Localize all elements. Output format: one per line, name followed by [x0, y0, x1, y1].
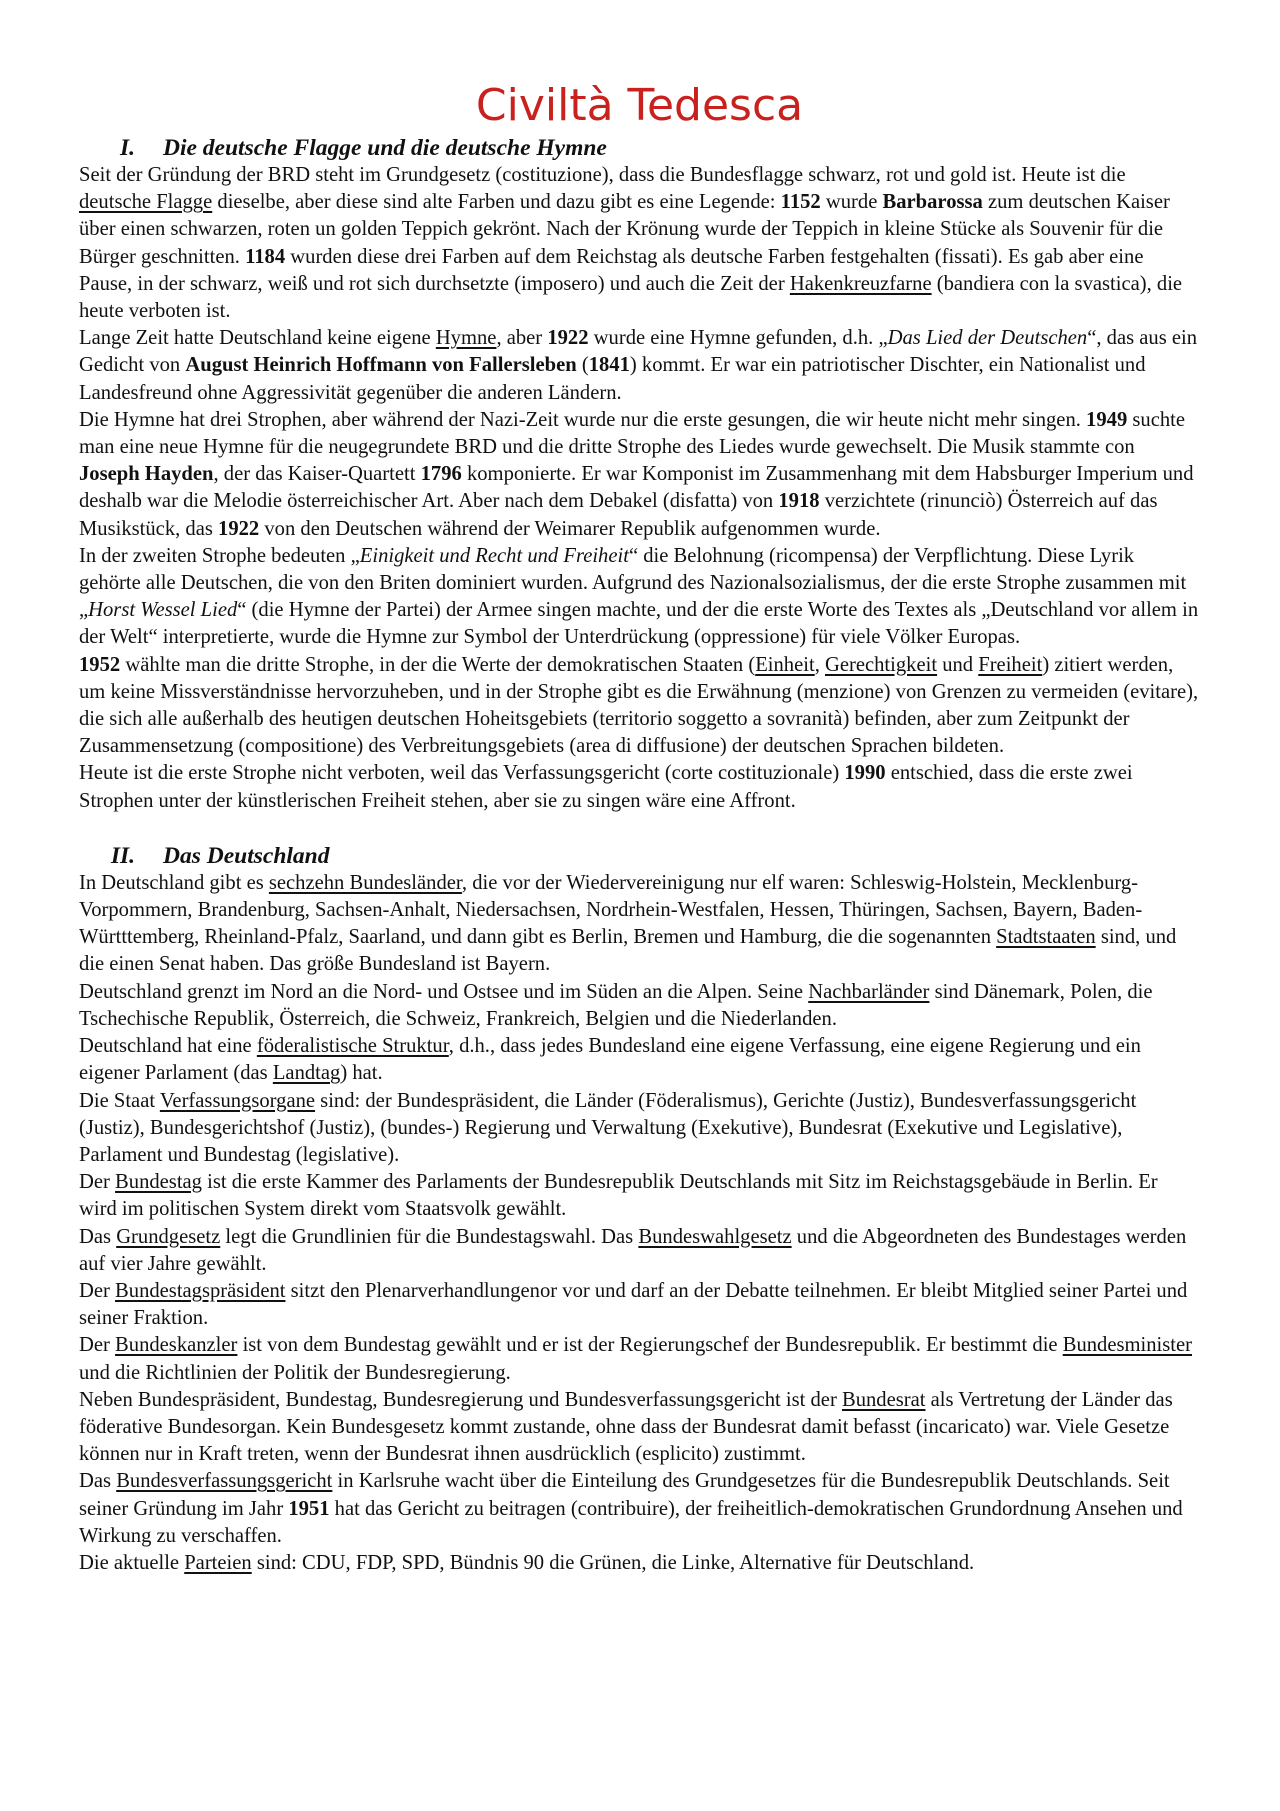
italic-term: Horst Wessel Lied	[88, 599, 238, 622]
underlined-term: Grundgesetz	[116, 1225, 221, 1248]
text-run: Heute ist die erste Strophe nicht verboten, weil das Verfassungsgericht (corte costituzionale)	[79, 762, 845, 785]
text-run: ) kommt. Er war ein patriotischer Dischter, ein Nationalist und Landesfreund ohne Aggressivität gegenüber die anderen Ländern.	[79, 354, 1146, 404]
text-run: (bandiera con la svastica), die heute verboten ist.	[79, 272, 1183, 323]
section-gap	[79, 815, 1200, 842]
text-run: Deutschland hat eine	[79, 1035, 257, 1058]
bold-term: 1152	[780, 191, 821, 214]
text-run: In der zweiten Strophe bedeuten „	[79, 544, 360, 567]
text-run: komponierte. Er war Komponist im Zusammenhang mit dem Habsburger Imperium und deshalb war die Melodie österreichischer Art. Aber nach dem Debakel (disfatta) von	[79, 463, 1194, 513]
underlined-term: Parteien	[184, 1551, 252, 1574]
paragraph	[79, 1387, 1200, 1469]
paragraph	[79, 652, 1200, 761]
section-title: Die deutsche Flagge und die deutsche Hymne	[163, 135, 607, 161]
section-heading	[79, 134, 1200, 162]
paragraph	[79, 1033, 1200, 1087]
bold-term: 1990	[844, 762, 886, 785]
text-run: Das	[79, 1470, 117, 1493]
section-body	[79, 162, 1200, 815]
underlined-term: Bundestagspräsident	[115, 1279, 286, 1302]
text-run: ist die erste Kammer des Parlaments der Bundesrepublik Deutschlands mit Sitz im Reichstagsgebäude in Berlin. Er wird im politischen System direkt vom Staatsvolk gewählt.	[79, 1171, 1158, 1221]
bold-term: Joseph Hayden	[79, 463, 214, 486]
text-run: In Deutschland gibt es	[79, 871, 269, 894]
text-run: Der	[79, 1334, 116, 1357]
italic-term: Das Lied der Deutschen	[887, 327, 1088, 350]
text-run: Der	[79, 1279, 116, 1302]
underlined-term: sechzehn Bundesländer	[268, 871, 462, 894]
section-flag-hymn	[79, 134, 1200, 815]
document-title: Civiltà Tedesca	[475, 80, 804, 131]
paragraph	[79, 1088, 1200, 1170]
text-run: , der das Kaiser-Quartett	[213, 463, 421, 486]
text-run: Lange Zeit hatte Deutschland keine eigene	[79, 327, 436, 350]
section-number: II.	[110, 842, 135, 869]
underlined-term: Nachbarländer	[808, 980, 930, 1003]
text-run: Das	[79, 1225, 117, 1248]
text-run: “, das aus ein Gedicht von	[79, 327, 1198, 377]
text-run: , d.h., dass jedes Bundesland eine eigene Verfassung, eine eigene Regierung und ein eigener Parlament (das	[79, 1035, 1141, 1085]
paragraph	[79, 870, 1200, 979]
underlined-term: Einheit	[755, 653, 815, 676]
underlined-term: deutsche Flagge	[79, 191, 213, 214]
text-run: als Vertretung der Länder das föderative Bundesorgan. Kein Bundesgesetz kommt zustande, ohne dass der Bundesrat damit befasst (incaricato) war. Viele Gesetze können nur in Kraft treten, wenn der Bundesrat ihnen ausdrücklich (esplicito) zustimmt.	[79, 1388, 1173, 1466]
text-run: legt die Grundlinien für die Bundestagswahl. Das	[220, 1225, 639, 1248]
text-run: ,	[814, 653, 825, 676]
paragraph	[79, 1332, 1200, 1386]
paragraph	[79, 543, 1200, 652]
bold-term: 1841	[588, 354, 630, 377]
text-run: sind: CDU, FDP, SPD, Bündnis 90 die Grünen, die Linke, Alternative für Deutschland.	[251, 1551, 975, 1574]
text-run: “ die Belohnung (ricompensa) der Verpflichtung. Diese Lyrik gehörte alle Deutschen, die von den Briten dominiert wurden. Aufgrund des Nazionalsozialismus, der die erste Strophe zusammen mit „	[79, 544, 1187, 622]
underlined-term: Hymne	[435, 327, 497, 350]
section-number: I.	[119, 135, 135, 161]
bold-term: 1922	[547, 327, 589, 350]
underlined-term: Stadtstaaten	[996, 926, 1096, 949]
bold-term: 1918	[778, 490, 820, 513]
underlined-term: Freiheit	[978, 653, 1043, 676]
section-body	[79, 870, 1200, 1577]
text-run: Die aktuelle	[79, 1551, 185, 1574]
paragraph	[79, 979, 1200, 1033]
bold-term: Barbarossa	[882, 191, 983, 214]
paragraph	[79, 407, 1200, 543]
text-run: Deutschland grenzt im Nord an die Nord- und Ostsee und im Süden an die Alpen. Seine	[79, 980, 809, 1003]
paragraph	[79, 162, 1200, 325]
text-run: sind, und die einen Senat haben. Das größe Bundesland ist Bayern.	[79, 926, 1177, 976]
underlined-term: Verfassungsorgane	[159, 1089, 316, 1112]
text-run: Neben Bundespräsident, Bundestag, Bundesregierung und Bundesverfassungsgericht ist der	[79, 1388, 842, 1411]
text-run: ist von dem Bundestag gewählt und er ist der Regierungschef der Bundesrepublik. Er bestimmt die	[237, 1334, 1063, 1357]
text-run: ) zitiert werden, um keine Missverständnisse hervorzuheben, und in der Strophe gibt es die Erwähnung (menzione) von Grenzen zu vermeiden (evitare), die sich alle außerhalb des heutigen deutschen Hoheitsgebiets (territorio soggetto a sovranità) befinden, aber zum Zeitpunkt der Zusammensetzung (compositione) des Verbreitungsgebiets (area di diffusione) der deutschen Sprachen bildeten.	[79, 653, 1199, 758]
text-run: und	[937, 653, 979, 676]
underlined-term: Gerechtigkeit	[824, 653, 938, 676]
italic-term: Einigkeit und Recht und Freiheit	[359, 544, 629, 567]
text-run: (	[576, 354, 589, 377]
bold-term: 1922	[218, 517, 260, 540]
text-run: in Karlsruhe wacht über die Einteilung des Grundgesetzes für die Bundesrepublik Deutschlands. Seit seiner Gründung im Jahr	[79, 1470, 1170, 1520]
underlined-term: Bundesrat	[841, 1388, 926, 1411]
text-run: Der	[79, 1171, 116, 1194]
paragraph	[79, 1224, 1200, 1278]
text-run: sind Dänemark, Polen, die Tschechische Republik, Österreich, die Schweiz, Frankreich, Belgien und die Niederlanden.	[79, 980, 1153, 1030]
underlined-term: Bundeswahlgesetz	[638, 1225, 792, 1248]
text-run: , die vor der Wiedervereinigung nur elf waren: Schleswig-Holstein, Mecklenburg-Vorpommern, Brandenburg, Sachsen-Anhalt, Niedersachsen, Nordrhein-Westfalen, Hessen, Thüringen, Sachsen, Bayern, Baden-Württtemberg, Rheinland-Pfalz, Saarland, und dann gibt es Berlin, Bremen und Hamburg, die die sogenannten	[79, 871, 1143, 949]
paragraph	[79, 1550, 1200, 1577]
text-run: wurde eine Hymne gefunden, d.h. „	[588, 327, 888, 350]
text-run: und die Richtlinien der Politik der Bundesregierung.	[79, 1361, 511, 1384]
text-run: “ (die Hymne der Partei) der Armee singen machte, und der die erste Worte des Textes als „Deutschland vor allem in der Welt“ interpretierte, wurde die Hymne zur Symbol der Unterdrückung (oppressione) für viele Völker Europas.	[79, 599, 1199, 649]
bold-term: August Heinrich Hoffmann von Fallersleben	[185, 354, 577, 377]
text-run: , aber	[496, 327, 548, 350]
section-title: Das Deutschland	[163, 842, 330, 869]
paragraph	[79, 1468, 1200, 1550]
bold-term: 1951	[288, 1497, 330, 1520]
underlined-term: Landtag	[272, 1062, 341, 1085]
underlined-term: Hakenkreuzfarne	[789, 272, 932, 295]
paragraph	[79, 1169, 1200, 1223]
section-heading	[79, 842, 1200, 870]
text-run: wurde	[820, 191, 883, 214]
text-run: sind: der Bundespräsident, die Länder (Föderalismus), Gerichte (Justiz), Bundesverfassungsgericht (Justiz), Bundesgerichtshof (Justiz), (bundes-) Regierung und Verwaltung (Exekutive), Bundesrat (Exekutive und Legislative), Parlament und Bundestag (legislative).	[79, 1089, 1137, 1166]
underlined-term: Bundesminister	[1062, 1334, 1192, 1357]
bold-term: 1184	[245, 245, 286, 268]
text-run: ) hat.	[340, 1062, 383, 1085]
text-run: wurden diese drei Farben auf dem Reichstag als deutsche Farben festgehalten (fissati). Es gab aber eine Pause, in der schwarz, weiß und rot sich durchsetzte (imposero) und auch die Zeit der	[79, 245, 1144, 295]
text-run: verzichtete (rinunciò) Österreich auf das Musikstück, das	[79, 490, 1158, 540]
underlined-term: föderalistische Struktur	[256, 1035, 449, 1058]
underlined-term: Bundesverfassungsgericht	[116, 1470, 333, 1493]
text-run: dieselbe, aber diese sind alte Farben und dazu gibt es eine Legende:	[212, 191, 781, 214]
text-run: entschied, dass die erste zwei Strophen unter der künstlerischen Freiheit stehen, aber sie zu singen wäre eine Affront.	[79, 762, 1133, 812]
paragraph	[79, 760, 1200, 814]
paragraph	[79, 1278, 1200, 1332]
section-deutschland	[79, 842, 1200, 1577]
underlined-term: Bundestag	[115, 1171, 202, 1194]
text-run: hat das Gericht zu beitragen (contribuire), der freiheitlich-demokratischen Grundordnung Ansehen und Wirkung zu verschaffen.	[79, 1497, 1183, 1547]
text-run: sitzt den Plenarverhandlungenor vor und darf an der Debatte teilnehmen. Er bleibt Mitglied seiner Partei und seiner Fraktion.	[79, 1279, 1188, 1330]
underlined-term: Bundeskanzler	[115, 1334, 238, 1357]
text-run: Seit der Gründung der BRD steht im Grundgesetz (costituzione), dass die Bundesflagge schwarz, rot und gold ist. Heute ist die	[79, 164, 1126, 186]
bold-term: 1796	[420, 463, 462, 486]
bold-term: 1952	[79, 653, 121, 676]
paragraph	[79, 325, 1200, 407]
text-run: zum deutschen Kaiser über einen schwarzen, roten un golden Teppich gekrönt. Nach der Krönung wurde der Teppich in kleine Stücke als Souvenir für die Bürger geschnitten.	[79, 191, 1170, 268]
text-run: Die Hymne hat drei Strophen, aber während der Nazi-Zeit wurde nur die erste gesungen, die wir heute nicht mehr singen.	[79, 408, 1087, 431]
bold-term: 1949	[1086, 408, 1128, 431]
text-run: von den Deutschen während der Weimarer Republik aufgenommen wurde.	[259, 517, 881, 540]
text-run: wählte man die dritte Strophe, in der die Werte der demokratischen Staaten (	[120, 653, 756, 676]
text-run: suchte man eine neue Hymne für die neugegrundete BRD und die dritte Strophe des Liedes wurde gewechselt. Die Musik stammte con	[79, 408, 1185, 459]
text-run: und die Abgeordneten des Bundestages werden auf vier Jahre gewählt.	[79, 1225, 1187, 1275]
text-run: Die Staat	[79, 1089, 160, 1112]
